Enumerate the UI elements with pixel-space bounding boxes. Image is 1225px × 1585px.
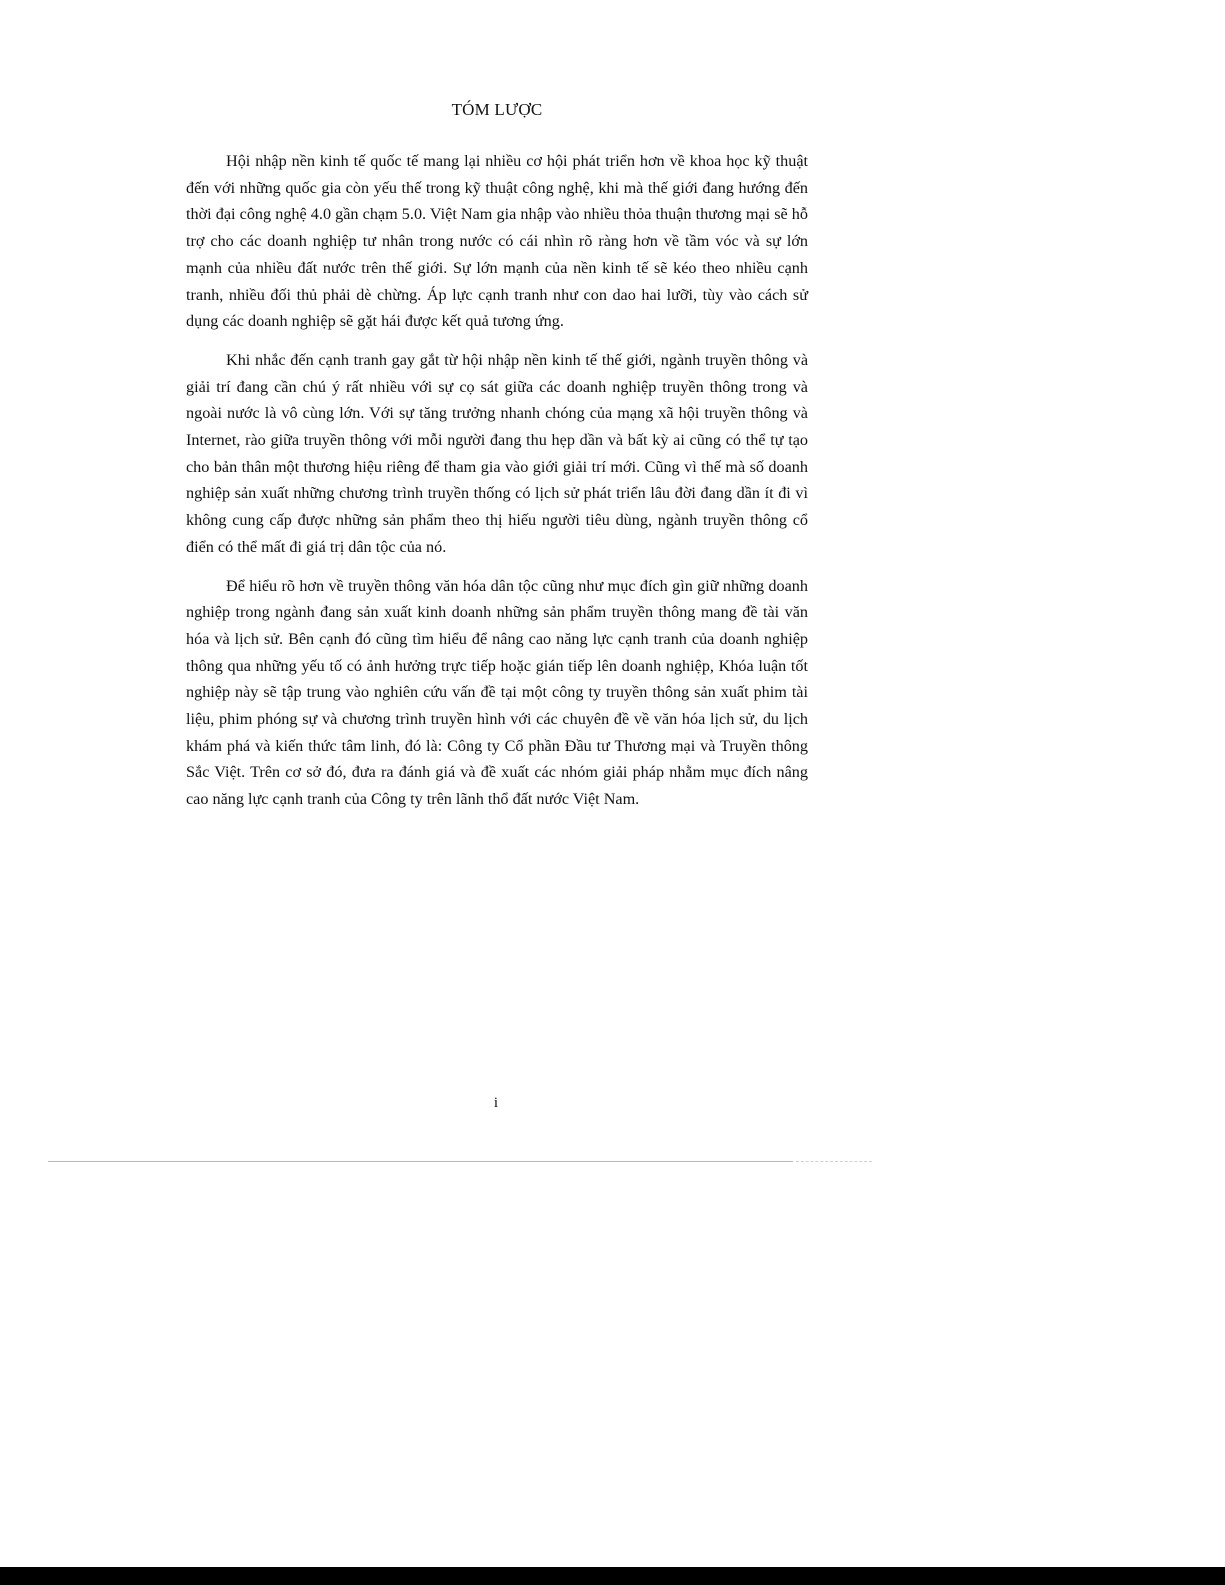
page-title: TÓM LƯỢC [451,100,543,119]
page-break-line [48,1161,793,1162]
paragraph-2: Khi nhắc đến cạnh tranh gay gắt từ hội nhập nền kinh tế thế giới, ngành truyền thông và giải trí đang cần chú ý rất nhiều với sự cọ sát giữa các doanh nghiệp truyền thông trong và ngoài nước là vô cùng lớn. Với sự tăng trưởng nhanh chóng của mạng xã hội truyền thông và Internet, rào giữa truyền thông với mỗi người đang thu hẹp dần và bất kỳ ai cũng có thể tự tạo cho bản thân một thương hiệu riêng để tham gia vào giới giải trí mới. Cũng vì thế mà số doanh nghiệp sản xuất những chương trình truyền thống có lịch sử phát triển lâu đời đang dần ít đi vì không cung cấp được những sản phẩm theo thị hiếu người tiêu dùng, ngành truyền thông cổ điển có thể mất đi giá trị dân tộc của nó. [186,350,808,556]
paragraph-1: Hội nhập nền kinh tế quốc tế mang lại nhiều cơ hội phát triển hơn về khoa học kỹ thuật đến với những quốc gia còn yếu thế trong kỹ thuật công nghệ, khi mà thế giới đang hướng đến thời đại công nghệ 4.0 gần chạm 5.0. Việt Nam gia nhập vào nhiều thỏa thuận thương mại sẽ hỗ trợ cho các doanh nghiệp tư nhân trong nước có cái nhìn rõ ràng hơn về tầm vóc và sự lớn mạnh của nhiều đất nước trên thế giới. Sự lớn mạnh của nền kinh tế sẽ kéo theo nhiều cạnh tranh, nhiều đối thủ phải dè chừng. Áp lực cạnh tranh như con dao hai lưỡi, tùy vào cách sử dụng các doanh nghiệp sẽ gặt hái được kết quả tương ứng. [186,152,808,331]
abstract-body [186,148,808,825]
bottom-edge-bar [0,1567,1225,1585]
page-number: i [493,1095,499,1111]
page-break-dashes [796,1161,872,1162]
paragraph-3: Để hiểu rõ hơn về truyền thông văn hóa dân tộc cũng như mục đích gìn giữ những doanh nghiệp trong ngành đang sản xuất kinh doanh những sản phẩm truyền thông mang đề tài văn hóa và lịch sử. Bên cạnh đó cũng tìm hiểu để nâng cao năng lực cạnh tranh của doanh nghiệp thông qua những yếu tố có ảnh hưởng trực tiếp hoặc gián tiếp lên doanh nghiệp, Khóa luận tốt nghiệp này sẽ tập trung vào nghiên cứu vấn đề tại một công ty truyền thông sản xuất phim tài liệu, phim phóng sự và chương trình truyền hình với các chuyên đề về văn hóa lịch sử, du lịch khám phá và kiến thức tâm linh, đó là: Công ty Cổ phần Đầu tư Thương mại và Truyền thông Sắc Việt. Trên cơ sở đó, đưa ra đánh giá và đề xuất các nhóm giải pháp nhằm mục đích nâng cao năng lực cạnh tranh của Công ty trên lãnh thổ đất nước Việt Nam. [186,576,808,809]
